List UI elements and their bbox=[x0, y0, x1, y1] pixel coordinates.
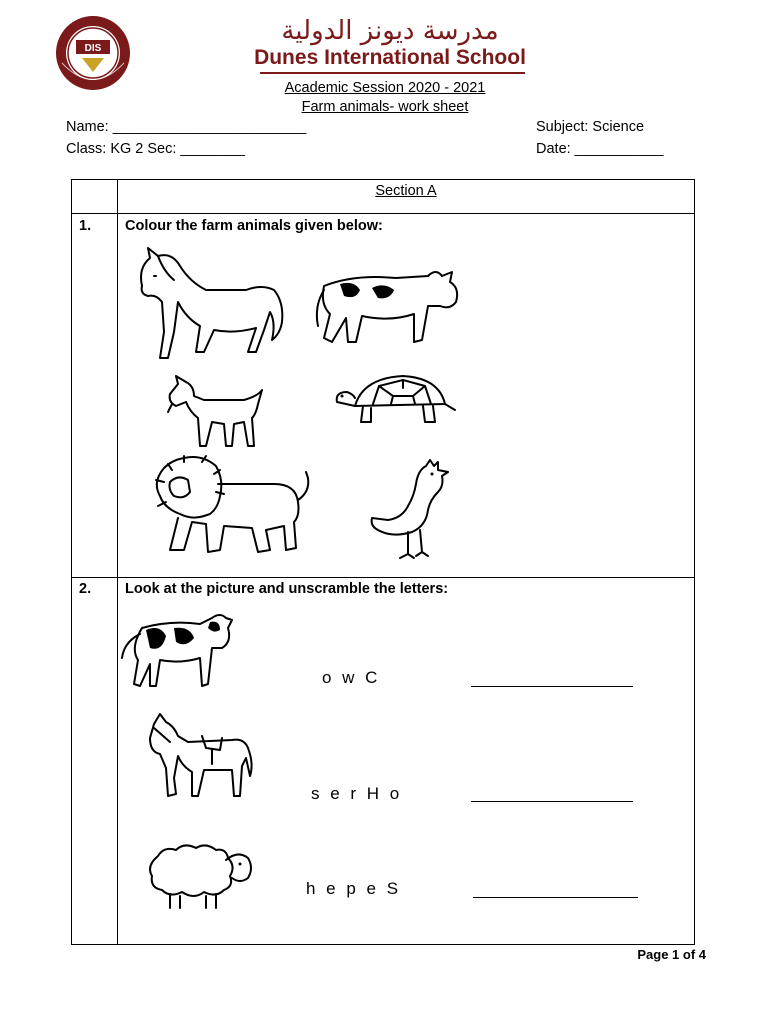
cow-picture bbox=[120, 608, 236, 697]
question-text: Look at the picture and unscramble the letters: bbox=[125, 581, 449, 597]
hen-drawing bbox=[368, 456, 458, 565]
school-name-arabic: مدرسة ديونز الدولية bbox=[281, 16, 499, 46]
table-row-divider bbox=[71, 577, 695, 578]
school-name: Dunes International School bbox=[254, 46, 526, 69]
answer-line[interactable] bbox=[473, 897, 638, 898]
question-number: 2. bbox=[79, 581, 92, 597]
horse-picture bbox=[144, 708, 256, 807]
answer-line[interactable] bbox=[471, 686, 633, 687]
section-title: Section A bbox=[375, 183, 437, 199]
question-text: Colour the farm animals given below: bbox=[125, 218, 383, 234]
tortoise-drawing bbox=[333, 372, 459, 435]
logo-initials: DIS bbox=[84, 43, 102, 54]
subject-field: Subject: Science bbox=[536, 119, 645, 135]
academic-session: Academic Session 2020 - 2021 bbox=[284, 80, 486, 96]
date-field[interactable]: Date: ___________ bbox=[536, 141, 664, 157]
question-number: 1. bbox=[79, 218, 92, 234]
sheep-picture bbox=[144, 842, 254, 919]
cow-drawing bbox=[310, 266, 464, 355]
lion-drawing bbox=[144, 452, 312, 563]
name-field[interactable]: Name: ________________________ bbox=[66, 119, 307, 135]
scrambled-word: s e r H o bbox=[311, 784, 403, 803]
school-name-underline bbox=[260, 72, 525, 74]
class-section-field[interactable]: Class: KG 2 Sec: ________ bbox=[66, 141, 245, 157]
horse-drawing bbox=[134, 246, 292, 369]
table-row-divider bbox=[71, 213, 695, 214]
page-number: Page 1 of 4 bbox=[637, 947, 706, 962]
answer-line[interactable] bbox=[471, 801, 633, 802]
worksheet-title: Farm animals- work sheet bbox=[301, 99, 469, 115]
scrambled-word: o w C bbox=[322, 668, 381, 687]
school-logo bbox=[54, 14, 132, 92]
table-column-divider bbox=[117, 179, 118, 945]
goat-drawing bbox=[164, 372, 268, 455]
scrambled-word: h e p e S bbox=[306, 879, 402, 898]
